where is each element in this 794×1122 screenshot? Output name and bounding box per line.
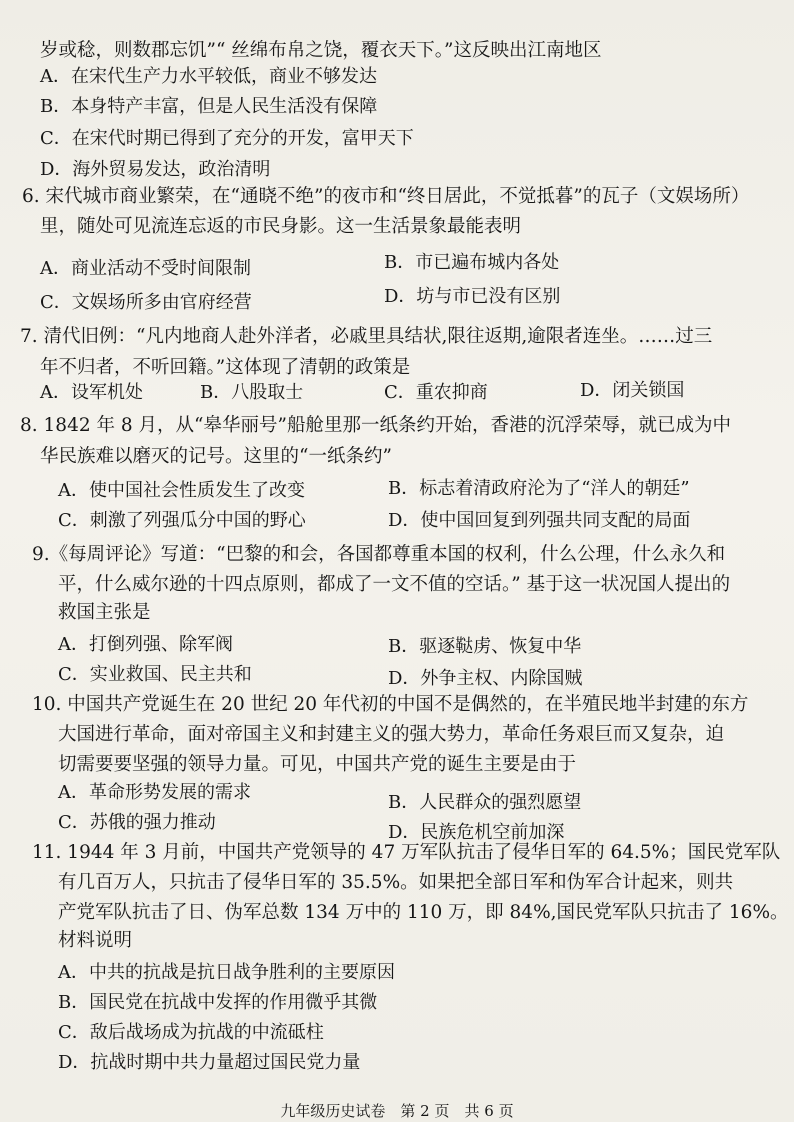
question-5-option-d: D．海外贸易发达，政治清明 bbox=[40, 159, 271, 180]
question-8-option-a: A．使中国社会性质发生了改变 bbox=[58, 480, 305, 501]
question-11-stem-line-2: 有几百万人，只抗击了侵华日军的 35.5%。如果把全部日军和伪军合计起来，则共 bbox=[58, 872, 734, 893]
question-9-stem-line-3: 救国主张是 bbox=[58, 602, 151, 623]
question-6-stem-line-1: 6. 宋代城市商业繁荣，在“通晓不绝”的夜市和“终日居此，不觉抵暮”的瓦子（文娱场所） bbox=[22, 186, 750, 207]
question-7-stem-line-1: 7. 清代旧例：“凡内地商人赴外洋者，必戚里具结状,限往返期,逾限者连坐。……过三 bbox=[20, 326, 713, 347]
question-9-option-c: C．实业救国、民主共和 bbox=[58, 664, 252, 685]
question-11-stem-line-4: 材料说明 bbox=[58, 930, 133, 951]
question-10-stem-line-1: 10. 中国共产党诞生在 20 世纪 20 年代初的中国不是偶然的，在半殖民地半封建的东方 bbox=[32, 694, 749, 715]
question-5-option-b: B．本身特产丰富，但是人民生活没有保障 bbox=[40, 96, 378, 117]
question-5-option-c: C．在宋代时期已得到了充分的开发，富甲天下 bbox=[40, 128, 414, 149]
question-10-option-d: D．民族危机空前加深 bbox=[388, 822, 565, 843]
question-6-stem-line-2: 里，随处可见流连忘返的市民身影。这一生活景象最能表明 bbox=[40, 216, 522, 237]
question-6-option-b: B．市已遍布城内各处 bbox=[384, 252, 560, 273]
question-11-option-a: A．中共的抗战是抗日战争胜利的主要原因 bbox=[58, 962, 395, 983]
question-5-stem-line: 岁或稔，则数郡忘饥”“ 丝绵布帛之饶，覆衣天下。”这反映出江南地区 bbox=[40, 40, 602, 61]
question-9-option-b: B．驱逐鞑虏、恢复中华 bbox=[388, 636, 582, 657]
question-11-stem-line-1: 11. 1944 年 3 月前，中国共产党领导的 47 万军队抗击了侵华日军的 64.5%；国民党军队 bbox=[32, 842, 781, 863]
question-7-option-d: D．闭关锁国 bbox=[580, 380, 685, 401]
question-10-option-b: B．人民群众的强烈愿望 bbox=[388, 792, 582, 813]
question-9-option-a: A．打倒列强、除军阀 bbox=[58, 634, 233, 655]
question-6-option-c: C．文娱场所多由官府经营 bbox=[40, 292, 252, 313]
page-footer: 九年级历史试卷 第 2 页 共 6 页 bbox=[280, 1102, 514, 1120]
question-9-stem-line-1: 9.《每周评论》写道：“巴黎的和会，各国都尊重本国的权利，什么公理，什么永久和 bbox=[32, 544, 726, 565]
question-9-stem-line-2: 平，什么威尔逊的十四点原则，都成了一文不值的空话。” 基于这一状况国人提出的 bbox=[58, 574, 731, 595]
question-11-option-c: C．敌后战场成为抗战的中流砥柱 bbox=[58, 1022, 324, 1043]
question-6-option-a: A．商业活动不受时间限制 bbox=[40, 258, 251, 279]
question-8-stem-line-1: 8. 1842 年 8 月，从“皋华丽号”船舱里那一纸条约开始，香港的沉浮荣辱，就已成为中 bbox=[20, 415, 731, 436]
question-11-option-b: B．国民党在抗战中发挥的作用微乎其微 bbox=[58, 992, 378, 1013]
question-8-option-b: B．标志着清政府沦为了“洋人的朝廷” bbox=[388, 478, 690, 499]
question-9-option-d: D．外争主权、内除国贼 bbox=[388, 668, 583, 689]
question-10-stem-line-3: 切需要要坚强的领导力量。可见，中国共产党的诞生主要是由于 bbox=[58, 754, 577, 775]
question-7-option-a: A．设军机处 bbox=[40, 382, 143, 403]
question-11-stem-line-3: 产党军队抗击了日、伪军总数 134 万中的 110 万，即 84%,国民党军队只抗击了 16%。 bbox=[58, 902, 789, 923]
question-6-option-d: D．坊与市已没有区别 bbox=[384, 286, 561, 307]
question-7-option-b: B．八股取士 bbox=[200, 382, 304, 403]
question-5-option-a: A．在宋代生产力水平较低，商业不够发达 bbox=[40, 66, 377, 87]
question-10-option-a: A．革命形势发展的需求 bbox=[58, 782, 251, 803]
question-7-option-c: C．重农抑商 bbox=[384, 382, 488, 403]
question-11-option-d: D．抗战时期中共力量超过国民党力量 bbox=[58, 1052, 361, 1073]
question-7-stem-line-2: 年不归者，不听回籍。”这体现了清朝的政策是 bbox=[40, 357, 411, 378]
question-8-option-c: C．刺激了列强瓜分中国的野心 bbox=[58, 510, 306, 531]
question-8-option-d: D．使中国回复到列强共同支配的局面 bbox=[388, 510, 691, 531]
question-8-stem-line-2: 华民族难以磨灭的记号。这里的“一纸条约” bbox=[40, 446, 392, 467]
question-10-stem-line-2: 大国进行革命，面对帝国主义和封建主义的强大势力，革命任务艰巨而又复杂，迫 bbox=[58, 724, 725, 745]
question-10-option-c: C．苏俄的强力推动 bbox=[58, 812, 216, 833]
